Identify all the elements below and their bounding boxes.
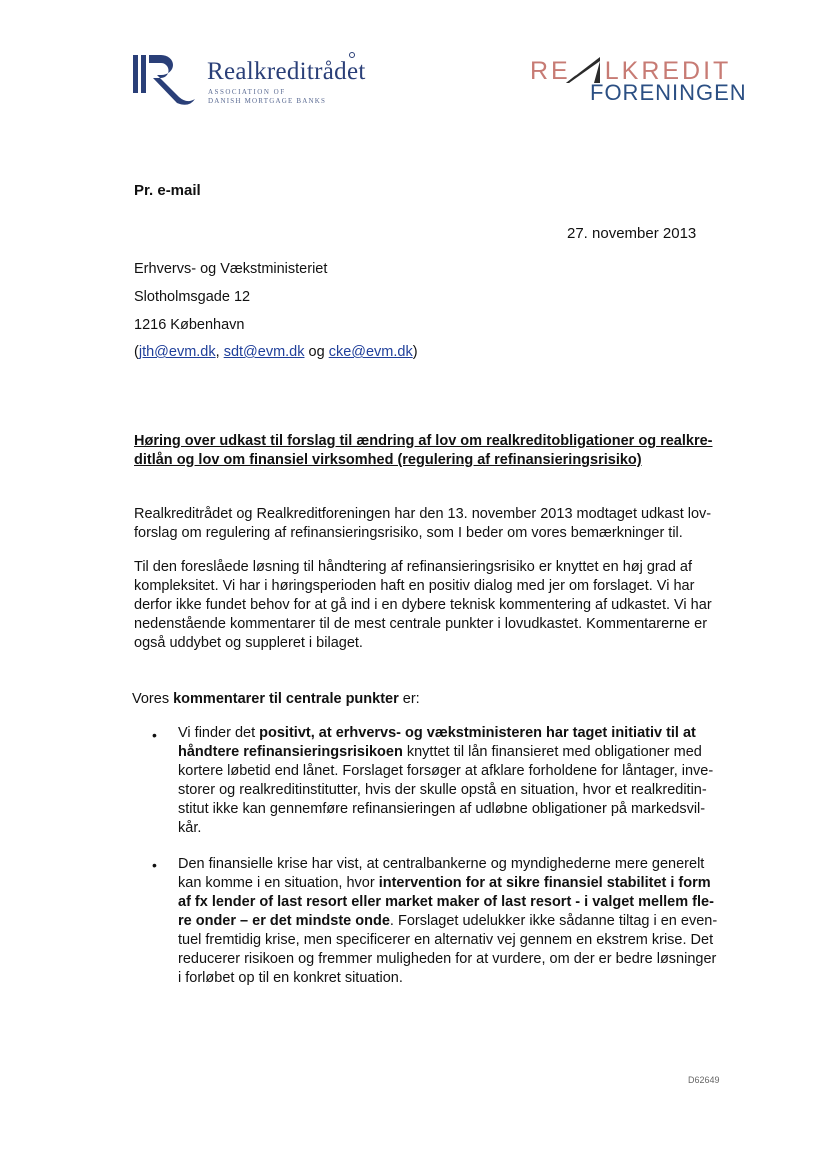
paragraph-line: nedenstående kommentarer til de mest centrale punkter i lovudkastet. Kommentarerne er (134, 616, 708, 632)
separator: og (304, 344, 329, 360)
bold-text: positivt, at erhvervs- og vækstministeren har taget initiativ til at (259, 725, 696, 741)
bullet-line: i forløbet op til en konkret situation. (178, 970, 403, 986)
delivery-method: Pr. e-mail (134, 182, 201, 199)
paren: ) (412, 344, 418, 360)
bullet-line: af fx lender of last resort eller market maker of last resort - i valget mellem fle- (178, 894, 714, 910)
text: . Forslaget udelukker ikke sådanne tiltag i en even- (389, 913, 718, 929)
paragraph (134, 505, 724, 543)
bullet-line: stitut ikke kan gennemføre refinansieringen af udløbne obligationer på markedsvil- (178, 801, 706, 817)
bullet-icon: • (152, 857, 157, 873)
bullet-line: kortere løbetid end lånet. Forslaget forsøger at afklare forholdene for låntager, inve- (178, 763, 714, 779)
letter-date: 27. november 2013 (567, 225, 697, 242)
paragraph-line: Realkreditrådet og Realkreditforeningen har den 13. november 2013 modtaget udkast lov- (134, 506, 712, 522)
text: kan komme i en situation, hvor (178, 875, 379, 891)
intro-text: Vores (132, 691, 174, 707)
bullet-line: storer og realkreditinstitutter, hvis der skulle opstå en situation, hvor et realkreditin- (178, 782, 707, 798)
recipient-emails (134, 343, 418, 362)
bullet-line: kår. (178, 820, 202, 836)
paragraph-line: forslag om regulering af refinansieringsrisiko, som I beder om vores bemærkninger til. (134, 525, 683, 541)
text: knyttet til lån finansieret med obligationer med (402, 744, 702, 760)
recipient-name: Erhvervs- og Vækstministeriet (134, 261, 328, 277)
bullet-icon: • (152, 727, 157, 743)
recipient-city: 1216 København (134, 317, 245, 333)
logo-name: Realkreditrådet (207, 58, 366, 85)
bullet-line (178, 743, 713, 762)
bullet-line (178, 912, 717, 931)
intro-text: er: (398, 691, 420, 707)
bullet-line (178, 724, 713, 743)
logo-subtitle: ASSOCIATION OF (208, 88, 286, 96)
bullet-item (178, 855, 717, 988)
subject-line: ditlån og lov om finansiel virksomhed (regulering af refinansieringsrisiko) (134, 452, 642, 468)
email-link[interactable]: cke@evm.dk (328, 344, 413, 360)
paragraph (134, 558, 724, 653)
letter-subject (134, 432, 713, 470)
comments-intro (132, 690, 420, 709)
bullet-item (178, 724, 713, 838)
bullet-line: Den finansielle krise har vist, at centralbankerne og myndighederne mere generelt (178, 856, 705, 872)
paren: ( (134, 344, 139, 360)
paragraph-line: Til den foreslåede løsning til håndtering af refinansieringsrisiko er knyttet en høj grad af (134, 559, 693, 575)
bullet-line: reducerer risikoen og fremmer muligheden for at vurdere, om der er bedre løsninger (178, 951, 717, 967)
intro-bold: kommentarer til centrale punkter (173, 691, 399, 707)
email-link[interactable]: sdt@evm.dk (223, 344, 305, 360)
logo-text-part1: RE (530, 57, 571, 85)
paragraph-line: derfor ikke fundet behov for at gå ind i en dybere teknisk kommentering af udkastet. Vi har (134, 597, 712, 613)
recipient-street: Slotholmsgade 12 (134, 289, 251, 305)
paragraph-line: også uddybet og suppleret i bilaget. (134, 635, 363, 651)
bold-text: re onder – er det mindste onde (178, 913, 390, 929)
logo-text-part2: LKREDIT (604, 57, 732, 85)
paragraph-line: kompleksitet. Vi har i høringsperioden haft en positiv dialog med jer om forslaget. Vi har (134, 578, 695, 594)
bullet-line: tuel fremtidig krise, men specificerer en alternativ vej gennem en ekstrem krise. Det (178, 932, 714, 948)
logo-text-foreningen: FORENINGEN (590, 80, 747, 105)
separator: , (215, 344, 224, 360)
logo-subtitle: DANISH MORTGAGE BANKS (208, 97, 327, 105)
bold-text: håndtere refinansieringsrisikoen (178, 744, 403, 760)
subject-line: Høring over udkast til forslag til ændring af lov om realkreditobligationer og realkre- (134, 433, 713, 449)
bold-text: intervention for at sikre finansiel stabilitet i form (378, 875, 711, 891)
email-link[interactable]: jth@evm.dk (138, 344, 216, 360)
document-id: D62649 (688, 1075, 720, 1085)
bullet-line (178, 874, 717, 893)
text: Vi finder det (178, 725, 260, 741)
